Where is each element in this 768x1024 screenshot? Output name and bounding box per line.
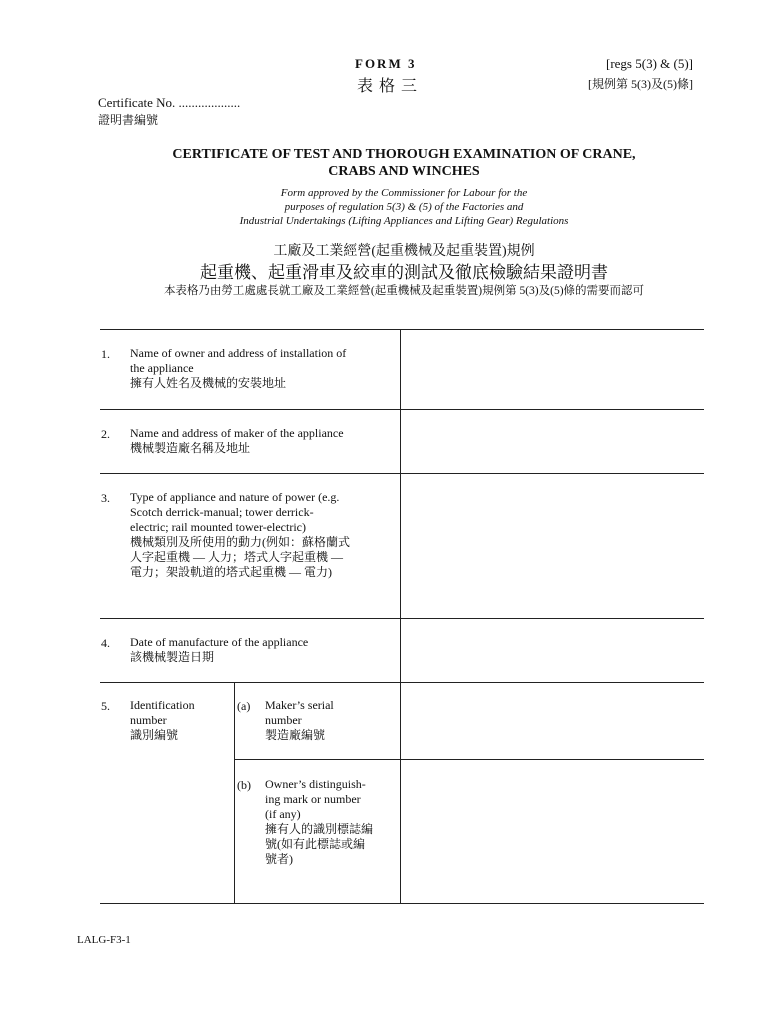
- certificate-number-field: Certificate No. ...................: [98, 95, 241, 110]
- item-5a-line2: number: [265, 713, 302, 727]
- certificate-number-label-zh: 證明書編號: [98, 113, 159, 127]
- item-1-label: [130, 346, 392, 391]
- item-4-line1: Date of manufacture of the appliance: [130, 635, 309, 649]
- item-5a-marker: (a): [237, 699, 251, 713]
- approval-line3: Industrial Undertakings (Lifting Appliances and Lifting Gear) Regulations: [239, 215, 569, 227]
- table-bottom-rule: [100, 903, 704, 904]
- item-5b-marker: (b): [237, 778, 251, 792]
- item-3-number: 3.: [101, 491, 110, 505]
- item-5b-line3: (if any): [265, 807, 301, 821]
- item-3-line3: electric; rail mounted tower-electric): [130, 520, 306, 534]
- item-1-line2: the appliance: [130, 361, 194, 375]
- form-number: FORM 3: [355, 56, 417, 71]
- item-5-zh: 識別編號: [130, 728, 179, 742]
- item-5a-zh: 製造廠編號: [265, 728, 326, 742]
- item-4-label: [130, 635, 392, 665]
- table-top-rule: [100, 329, 704, 330]
- item-2-number: 2.: [101, 427, 110, 441]
- item-2-label: [130, 426, 392, 456]
- item-5b-zh3: 號者): [265, 852, 293, 866]
- item-5-line1: Identification: [130, 698, 195, 712]
- item-3-label: [130, 490, 392, 580]
- form-code: LALG-F3-1: [77, 934, 131, 946]
- item-5b-line2: ing mark or number: [265, 792, 361, 806]
- item-3-line2: Scotch derrick-manual; tower derrick-: [130, 505, 314, 519]
- item-4-number: 4.: [101, 636, 110, 650]
- item-5b-zh2: 號(如有此標誌或編: [265, 837, 365, 851]
- item-5a-line1: Maker’s serial: [265, 698, 334, 712]
- row-divider-5a: [234, 759, 704, 760]
- item-3-line1: Type of appliance and nature of power (e.g.: [130, 490, 340, 504]
- sub-column-divider: [234, 682, 235, 903]
- approval-line2: purposes of regulation 5(3) & (5) of the Factories and: [284, 201, 524, 213]
- item-4-zh: 該機械製造日期: [130, 650, 215, 664]
- document-title-line2: CRABS AND WINCHES: [328, 164, 480, 179]
- form-number-zh: 表格三: [357, 78, 424, 95]
- item-3-zh2: 人字起重機 — 人力；塔式人字起重機 —: [130, 550, 344, 564]
- item-5b-label: [265, 777, 397, 867]
- regulation-reference-zh: [規例第 5(3)及(5)條]: [588, 77, 693, 91]
- item-5-number: 5.: [101, 699, 110, 713]
- row-divider-2: [100, 473, 704, 474]
- item-3-zh1: 機械類別及所使用的動力(例如：蘇格蘭式: [130, 535, 350, 549]
- item-5b-line1: Owner’s distinguish-: [265, 777, 366, 791]
- regulation-reference: [regs 5(3) & (5)]: [606, 56, 693, 71]
- item-1-number: 1.: [101, 347, 110, 361]
- certificate-title-zh: 起重機、起重滑車及絞車的測試及徹底檢驗結果證明書: [200, 263, 608, 282]
- item-3-zh3: 電力；架設軌道的塔式起重機 — 電力): [130, 565, 332, 579]
- item-2-zh: 機械製造廠名稱及地址: [130, 441, 251, 455]
- document-title-line1: CERTIFICATE OF TEST AND THOROUGH EXAMINATION OF CRANE,: [172, 147, 636, 162]
- row-divider-4: [100, 682, 704, 683]
- item-5a-label: [265, 698, 395, 743]
- item-1-line1: Name of owner and address of installation of: [130, 346, 347, 360]
- approval-note-zh: 本表格乃由勞工處處長就工廠及工業經營(起重機械及起重裝置)規例第 5(3)及(5)條的需要而認可: [163, 285, 645, 297]
- item-5-line2: number: [130, 713, 167, 727]
- column-divider: [400, 329, 401, 903]
- regulation-title-zh: 工廠及工業經營(起重機械及起重裝置)規例: [273, 244, 535, 259]
- document-title: [100, 146, 708, 180]
- approval-line1: Form approved by the Commissioner for Labour for the: [280, 187, 528, 199]
- row-divider-3: [100, 618, 704, 619]
- approval-statement: [150, 186, 658, 228]
- item-1-zh: 擁有人姓名及機械的安裝地址: [130, 376, 287, 390]
- row-divider-1: [100, 409, 704, 410]
- item-2-line1: Name and address of maker of the appliance: [130, 426, 344, 440]
- item-5-label: [130, 698, 230, 743]
- item-5b-zh1: 擁有人的識別標誌編: [265, 822, 374, 836]
